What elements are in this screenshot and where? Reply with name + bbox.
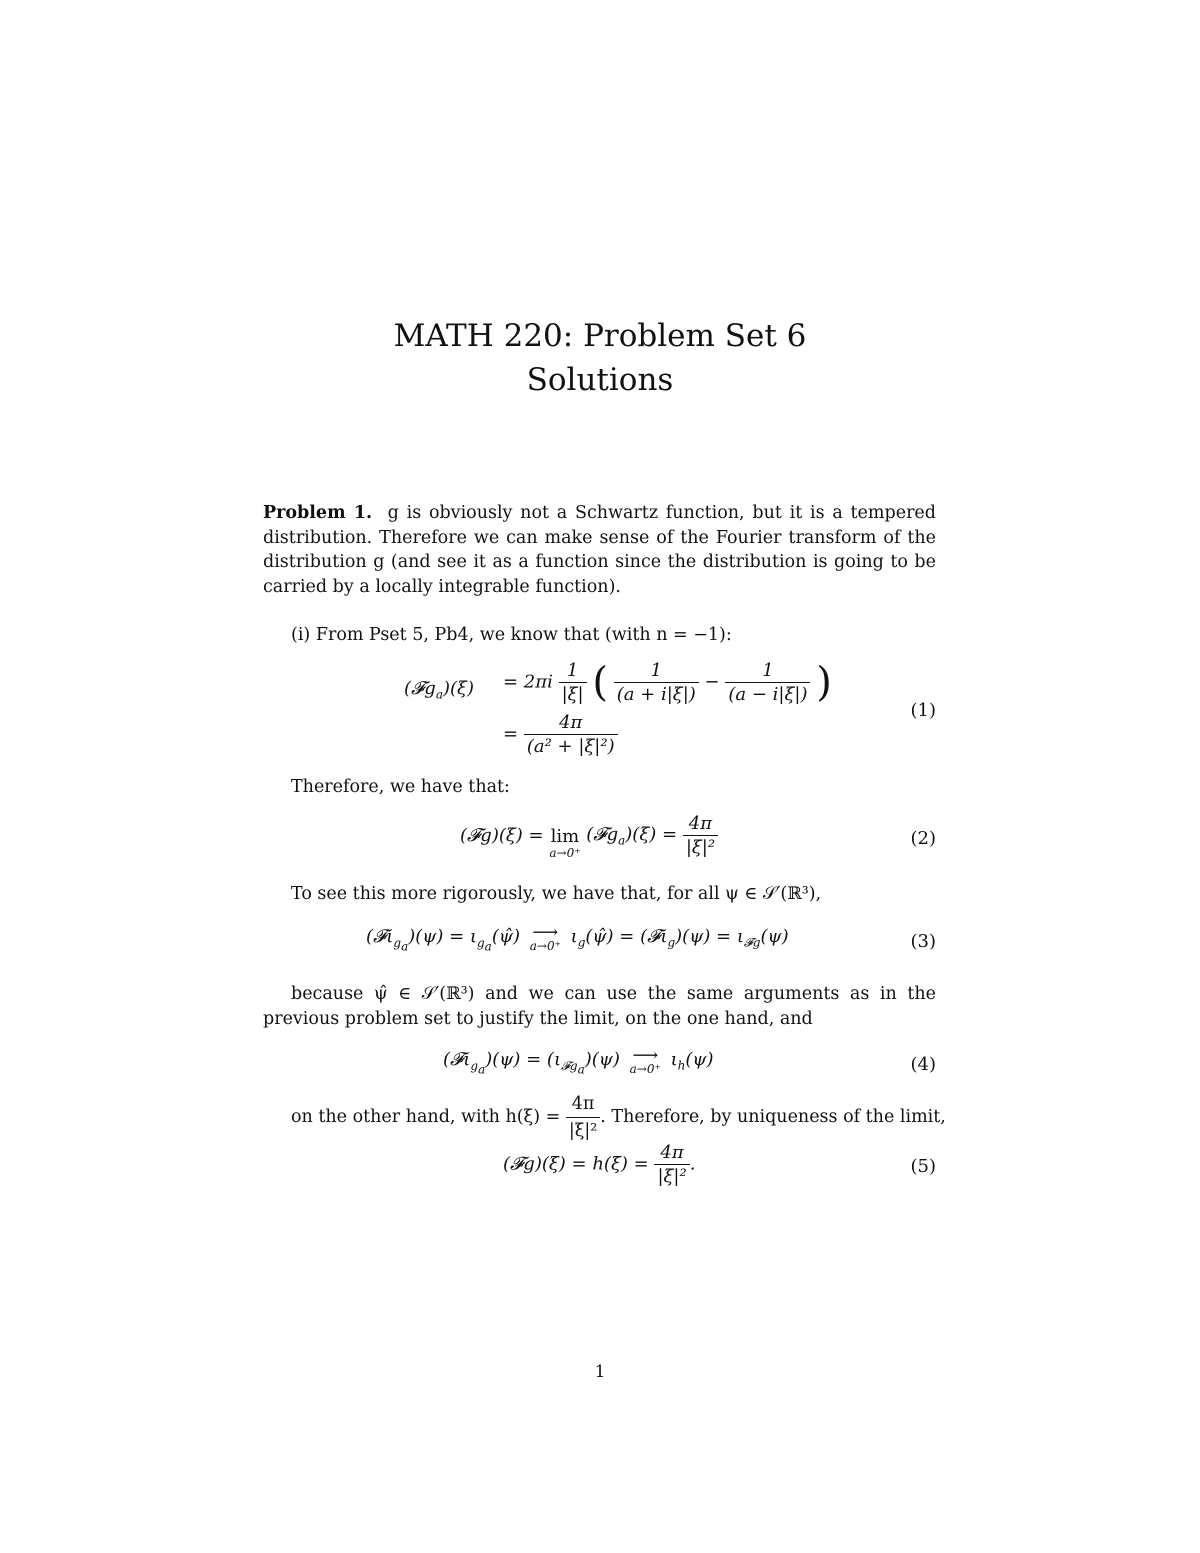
eq1-line2: = $\frac{4\pi}{\text{(a² + |ξ|²)}}$ <box>503 712 618 757</box>
problem-label: Problem 1. <box>263 503 373 523</box>
document-title: MATH 220: Problem Set 6 <box>393 318 807 354</box>
eq2-frac: $\frac{4\pi}{\text{|ξ|²}}$ <box>683 813 718 858</box>
eq1-frac3: $\frac{1}{(a - i|\xi|)}$ <box>725 660 810 705</box>
other-hand-frac: $\frac{4\pi}{\text{|ξ|²}}$ <box>566 1092 600 1143</box>
eq1-number: (1) <box>910 700 936 721</box>
eq4: (𝓕ι$_{g_a}$)(ψ) = $(\iota_{𝓕g_a})(\psi)$ ⟶ a→0⁺ $\iota_h(\psi)$ <box>443 1045 714 1076</box>
eq3-number: (3) <box>910 931 936 952</box>
eq1-frac4: $\frac{4\pi}{\text{(a² + |ξ|²)}}$ <box>524 712 618 757</box>
document-subtitle: Solutions <box>526 362 674 398</box>
problem-intro-text: g is obviously not a Schwartz function, but it is a tempered distribution. Therefore we can make sense of the Fourier transform of the distribution g (and see it as a function since the distribution is going to be carried by a locally integrable function). <box>263 503 936 597</box>
eq2-number: (2) <box>910 828 936 849</box>
eq1-frac2: $\frac{1}{(a + i|\xi|)}$ <box>614 660 699 705</box>
eq4-number: (4) <box>910 1054 936 1075</box>
page-number: 1 <box>594 1362 606 1382</box>
therefore-line: Therefore, we have that: <box>291 777 510 797</box>
eq5-frac: $\frac{4\pi}{\text{|ξ|²}}$ <box>654 1142 689 1187</box>
eq1-frac1: $\frac{1}{|\xi|}$ <box>559 660 587 705</box>
rigor-line: To see this more rigorously, we have that, for all ψ ∈ 𝒮′(ℝ³), <box>291 884 822 904</box>
eq5: (𝓕g)(ξ) = h(ξ) = $\frac{4\pi}{\text{|ξ|²}}$ . <box>503 1142 696 1187</box>
other-hand-line: on the other hand, with h(ξ) = $\frac{4\pi}{\text{|ξ|²}}$ . Therefore, by uniqueness of the limit, <box>291 1094 946 1141</box>
because-paragraph: because ψ̂ ∈ 𝒮′(ℝ³) and we can use the same arguments as in the previous problem set to justify the limit, on the one hand, and <box>263 984 936 1029</box>
eq1-line1: = 2πi $\frac{1}{|\xi|}$ ( $\frac{1}{(a + i|\xi|)}$ − $\frac{1}{(a - i|\xi|)}$ ) <box>503 659 832 706</box>
problem-1-intro <box>263 501 936 599</box>
eq1-lhs: (𝓕g$_a$)(ξ) <box>404 678 474 702</box>
part-i-line: (i) From Pset 5, Pb4, we know that (with n = −1): <box>291 625 732 645</box>
eq5-number: (5) <box>910 1156 936 1177</box>
eq2: (𝓕g)(ξ) = lim a→0⁺ (𝓕g$_a$)(ξ) = $\frac{4\pi}{\text{|ξ|²}}$ <box>460 812 718 859</box>
eq3: (𝓕ι$_{g_a}$)(ψ) = $\iota_{g_a}(\psî)$ ⟶ a→0⁺ $\iota_g(\psî)$ = (𝓕ι$_g$)(ψ) = $\iota_{𝓕g}(\psi)$ <box>366 922 789 953</box>
